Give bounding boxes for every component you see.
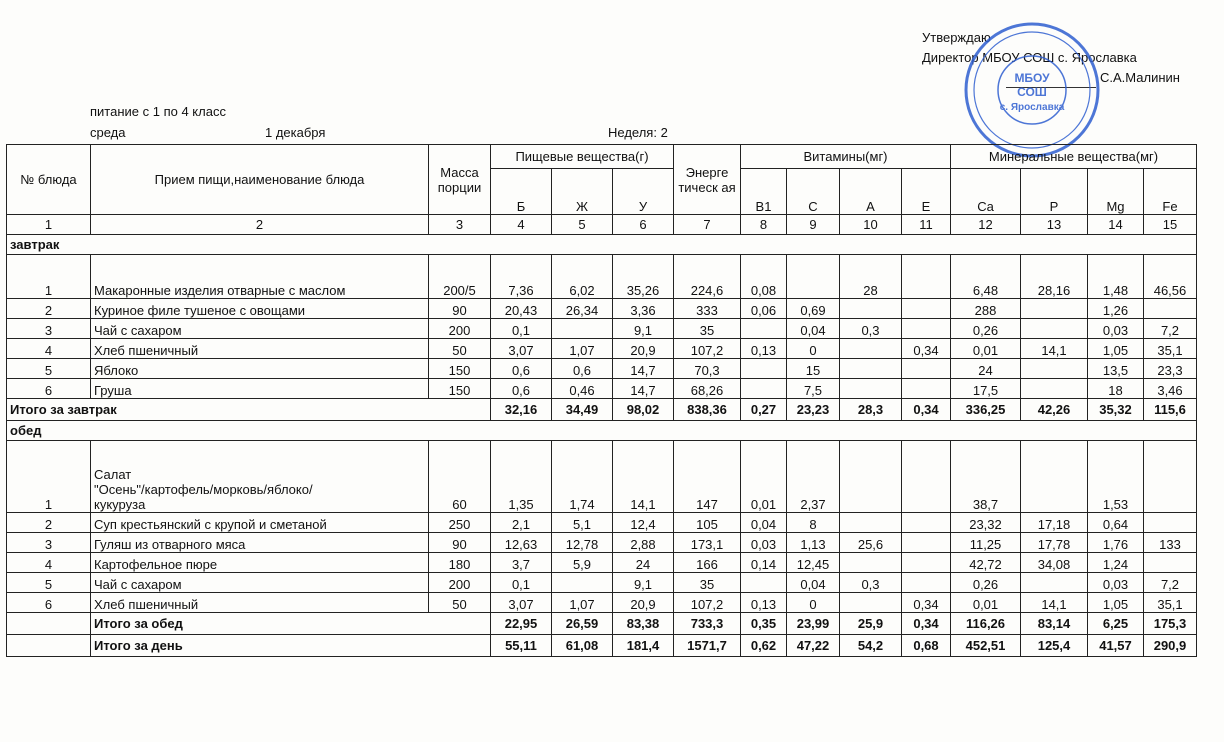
section-lunch [7, 421, 1197, 441]
value-cell [1021, 319, 1088, 339]
total-value: 83,38 [613, 613, 674, 635]
total-value: 6,25 [1088, 613, 1144, 635]
column-index-6: 7 [674, 215, 741, 235]
total-value: 125,4 [1021, 635, 1088, 657]
value-cell: 12,63 [491, 533, 552, 553]
value-cell: 0,13 [741, 593, 787, 613]
column-index-7: 8 [741, 215, 787, 235]
value-cell: 3,07 [491, 339, 552, 359]
header-sub-6: E [902, 169, 951, 215]
value-cell: 70,3 [674, 359, 741, 379]
value-cell: 14,1 [1021, 339, 1088, 359]
total-value: 34,49 [552, 399, 613, 421]
value-cell: 35,1 [1144, 593, 1197, 613]
value-cell: 24 [613, 553, 674, 573]
table-row [7, 441, 1197, 513]
value-cell [741, 379, 787, 399]
dish-name: Чай с сахаром [91, 573, 429, 593]
value-cell: 23,32 [951, 513, 1021, 533]
value-cell: 147 [674, 441, 741, 513]
value-cell [1021, 573, 1088, 593]
approval-signer: С.А.Малинин [1100, 70, 1180, 85]
value-cell: 0,26 [951, 319, 1021, 339]
value-cell: 15 [787, 359, 840, 379]
stamp-text-3: с. Ярославка [999, 102, 1065, 113]
value-cell: 180 [429, 553, 491, 573]
value-cell: 0,08 [741, 255, 787, 299]
value-cell: 18 [1088, 379, 1144, 399]
value-cell: 6,02 [552, 255, 613, 299]
day-total-row-blank [7, 635, 91, 657]
dish-number: 3 [7, 533, 91, 553]
value-cell: 0,04 [787, 319, 840, 339]
total-value: 35,32 [1088, 399, 1144, 421]
column-index-11: 12 [951, 215, 1021, 235]
value-cell: 1,07 [552, 339, 613, 359]
value-cell: 0,06 [741, 299, 787, 319]
value-cell [902, 359, 951, 379]
value-cell [1021, 359, 1088, 379]
value-cell: 68,26 [674, 379, 741, 399]
value-cell: 23,3 [1144, 359, 1197, 379]
value-cell [902, 513, 951, 533]
value-cell [902, 379, 951, 399]
value-cell: 34,08 [1021, 553, 1088, 573]
approval-position: Директор МБОУ СОШ с. Ярославка [922, 50, 1137, 65]
value-cell [840, 299, 902, 319]
menu-date: 1 декабря [265, 125, 326, 140]
header-energy: Энерге тическ ая [674, 145, 741, 215]
value-cell: 0,46 [552, 379, 613, 399]
value-cell: 250 [429, 513, 491, 533]
lunch-total-row [7, 613, 1197, 635]
value-cell: 0,3 [840, 319, 902, 339]
header-sub-0: Б [491, 169, 552, 215]
dish-name: Чай с сахаром [91, 319, 429, 339]
header-sub-9: Mg [1088, 169, 1144, 215]
table-row [7, 319, 1197, 339]
value-cell: 288 [951, 299, 1021, 319]
value-cell: 3,07 [491, 593, 552, 613]
value-cell: 35 [674, 573, 741, 593]
value-cell [552, 573, 613, 593]
header-nutrients: Пищевые вещества(г) [491, 145, 674, 169]
value-cell: 107,2 [674, 593, 741, 613]
value-cell [840, 513, 902, 533]
value-cell: 150 [429, 359, 491, 379]
value-cell: 0,14 [741, 553, 787, 573]
stamp-text-1: МБОУ [1014, 71, 1050, 85]
table-row [7, 339, 1197, 359]
total-value: 28,3 [840, 399, 902, 421]
value-cell: 0 [787, 339, 840, 359]
value-cell [1144, 553, 1197, 573]
value-cell: 3,7 [491, 553, 552, 573]
menu-title: питание с 1 по 4 класс [90, 104, 226, 119]
total-value: 0,62 [741, 635, 787, 657]
breakfast-total-row [7, 399, 1197, 421]
value-cell: 9,1 [613, 573, 674, 593]
value-cell: 20,43 [491, 299, 552, 319]
total-value: 0,68 [902, 635, 951, 657]
value-cell [840, 339, 902, 359]
value-cell: 46,56 [1144, 255, 1197, 299]
value-cell: 28 [840, 255, 902, 299]
value-cell: 26,34 [552, 299, 613, 319]
value-cell [840, 441, 902, 513]
total-value: 42,26 [1021, 399, 1088, 421]
column-index-5: 6 [613, 215, 674, 235]
total-value: 175,3 [1144, 613, 1197, 635]
value-cell: 9,1 [613, 319, 674, 339]
total-value: 23,99 [787, 613, 840, 635]
value-cell [787, 255, 840, 299]
value-cell: 1,26 [1088, 299, 1144, 319]
value-cell: 35,26 [613, 255, 674, 299]
value-cell: 107,2 [674, 339, 741, 359]
column-index-13: 14 [1088, 215, 1144, 235]
value-cell: 0,01 [741, 441, 787, 513]
value-cell: 12,78 [552, 533, 613, 553]
value-cell: 90 [429, 533, 491, 553]
value-cell: 1,07 [552, 593, 613, 613]
value-cell [902, 553, 951, 573]
total-value: 83,14 [1021, 613, 1088, 635]
dish-number: 2 [7, 299, 91, 319]
value-cell [1021, 299, 1088, 319]
value-cell: 0,03 [741, 533, 787, 553]
total-value: 452,51 [951, 635, 1021, 657]
dish-name: Хлеб пшеничный [91, 593, 429, 613]
value-cell: 0,04 [787, 573, 840, 593]
table-row [7, 379, 1197, 399]
total-value: 23,23 [787, 399, 840, 421]
value-cell: 17,18 [1021, 513, 1088, 533]
value-cell: 14,7 [613, 359, 674, 379]
value-cell: 1,74 [552, 441, 613, 513]
day-total-row-label: Итого за день [91, 635, 491, 657]
value-cell: 1,05 [1088, 339, 1144, 359]
value-cell: 14,1 [1021, 593, 1088, 613]
value-cell: 12,4 [613, 513, 674, 533]
header-sub-10: Fe [1144, 169, 1197, 215]
table-row [7, 553, 1197, 573]
column-index-9: 10 [840, 215, 902, 235]
dish-number: 6 [7, 379, 91, 399]
approval-label: Утверждаю [922, 30, 991, 45]
value-cell: 7,5 [787, 379, 840, 399]
value-cell: 12,45 [787, 553, 840, 573]
dish-number: 5 [7, 573, 91, 593]
value-cell: 5,1 [552, 513, 613, 533]
value-cell [1144, 299, 1197, 319]
dish-name: Груша [91, 379, 429, 399]
value-cell: 166 [674, 553, 741, 573]
value-cell [902, 441, 951, 513]
value-cell: 3,46 [1144, 379, 1197, 399]
lunch-total-row-label: Итого за обед [91, 613, 491, 635]
table-row [7, 299, 1197, 319]
value-cell: 200/5 [429, 255, 491, 299]
value-cell: 0,6 [491, 359, 552, 379]
value-cell: 0,03 [1088, 319, 1144, 339]
header-sub-7: Ca [951, 169, 1021, 215]
value-cell: 150 [429, 379, 491, 399]
value-cell: 0,01 [951, 339, 1021, 359]
stamp-text-2: СОШ [1017, 85, 1047, 99]
value-cell: 0,34 [902, 339, 951, 359]
value-cell: 14,7 [613, 379, 674, 399]
total-value: 22,95 [491, 613, 552, 635]
value-cell: 0,6 [491, 379, 552, 399]
value-cell [741, 359, 787, 379]
value-cell: 0,1 [491, 573, 552, 593]
value-cell: 11,25 [951, 533, 1021, 553]
dish-name: Яблоко [91, 359, 429, 379]
total-value: 0,35 [741, 613, 787, 635]
value-cell: 133 [1144, 533, 1197, 553]
school-stamp [962, 20, 1102, 160]
menu-day: среда [90, 125, 126, 140]
dish-name: Куриное филе тушеное с овощами [91, 299, 429, 319]
value-cell [741, 319, 787, 339]
total-value: 47,22 [787, 635, 840, 657]
table-row [7, 533, 1197, 553]
value-cell: 1,05 [1088, 593, 1144, 613]
value-cell: 173,1 [674, 533, 741, 553]
value-cell: 7,36 [491, 255, 552, 299]
column-index-4: 5 [552, 215, 613, 235]
section-lunch-label: обед [7, 421, 1197, 441]
dish-number: 5 [7, 359, 91, 379]
value-cell [902, 319, 951, 339]
dish-number: 1 [7, 255, 91, 299]
value-cell: 8 [787, 513, 840, 533]
value-cell: 1,35 [491, 441, 552, 513]
header-mass: Масса порции [429, 145, 491, 215]
lunch-total-row-blank [7, 613, 91, 635]
value-cell: 35 [674, 319, 741, 339]
total-value: 55,11 [491, 635, 552, 657]
value-cell [902, 533, 951, 553]
value-cell: 25,6 [840, 533, 902, 553]
total-value: 0,34 [902, 613, 951, 635]
header-name: Прием пищи,наименование блюда [91, 145, 429, 215]
value-cell [840, 379, 902, 399]
value-cell [552, 319, 613, 339]
table-row [7, 359, 1197, 379]
value-cell: 2,88 [613, 533, 674, 553]
value-cell: 17,5 [951, 379, 1021, 399]
value-cell [1021, 441, 1088, 513]
table-row [7, 255, 1197, 299]
header-vitamins: Витамины(мг) [741, 145, 951, 169]
value-cell: 6,48 [951, 255, 1021, 299]
header-minerals: Минеральные вещества(мг) [951, 145, 1197, 169]
value-cell: 13,5 [1088, 359, 1144, 379]
value-cell: 0,13 [741, 339, 787, 359]
dish-name-line: кукуруза [94, 497, 146, 512]
value-cell: 90 [429, 299, 491, 319]
menu-table [6, 144, 1197, 657]
total-value: 32,16 [491, 399, 552, 421]
total-value: 838,36 [674, 399, 741, 421]
header-sub-3: B1 [741, 169, 787, 215]
value-cell: 3,36 [613, 299, 674, 319]
column-index-10: 11 [902, 215, 951, 235]
value-cell: 333 [674, 299, 741, 319]
total-value: 116,26 [951, 613, 1021, 635]
value-cell: 0 [787, 593, 840, 613]
total-value: 115,6 [1144, 399, 1197, 421]
total-value: 25,9 [840, 613, 902, 635]
total-value: 41,57 [1088, 635, 1144, 657]
dish-name: Макаронные изделия отварные с маслом [91, 255, 429, 299]
value-cell: 17,78 [1021, 533, 1088, 553]
total-value: 98,02 [613, 399, 674, 421]
value-cell [840, 593, 902, 613]
total-value: 181,4 [613, 635, 674, 657]
value-cell: 20,9 [613, 339, 674, 359]
menu-week: Неделя: 2 [608, 125, 668, 140]
value-cell: 0,64 [1088, 513, 1144, 533]
dish-number: 6 [7, 593, 91, 613]
value-cell: 60 [429, 441, 491, 513]
value-cell: 0,69 [787, 299, 840, 319]
value-cell: 0,34 [902, 593, 951, 613]
value-cell: 7,2 [1144, 319, 1197, 339]
dish-number: 4 [7, 339, 91, 359]
dish-name: Картофельное пюре [91, 553, 429, 573]
value-cell: 0,03 [1088, 573, 1144, 593]
value-cell: 42,72 [951, 553, 1021, 573]
header-sub-1: Ж [552, 169, 613, 215]
value-cell: 0,3 [840, 573, 902, 593]
menu-body [7, 235, 1197, 657]
value-cell [1021, 379, 1088, 399]
value-cell [840, 359, 902, 379]
column-index-3: 4 [491, 215, 552, 235]
value-cell: 14,1 [613, 441, 674, 513]
dish-number: 3 [7, 319, 91, 339]
value-cell: 24 [951, 359, 1021, 379]
header-sub-2: У [613, 169, 674, 215]
total-value: 1571,7 [674, 635, 741, 657]
value-cell: 0,04 [741, 513, 787, 533]
total-value: 54,2 [840, 635, 902, 657]
value-cell: 7,2 [1144, 573, 1197, 593]
value-cell: 35,1 [1144, 339, 1197, 359]
dish-name-line: Салат [94, 467, 132, 482]
column-index-1: 2 [91, 215, 429, 235]
value-cell [1144, 441, 1197, 513]
dish-number: 4 [7, 553, 91, 573]
value-cell [902, 573, 951, 593]
total-value: 26,59 [552, 613, 613, 635]
value-cell [902, 255, 951, 299]
breakfast-total-row-label: Итого за завтрак [7, 399, 491, 421]
table-row [7, 513, 1197, 533]
value-cell: 20,9 [613, 593, 674, 613]
value-cell: 105 [674, 513, 741, 533]
header-sub-5: A [840, 169, 902, 215]
value-cell [902, 299, 951, 319]
dish-number: 2 [7, 513, 91, 533]
value-cell: 0,01 [951, 593, 1021, 613]
column-index-0: 1 [7, 215, 91, 235]
value-cell: 50 [429, 593, 491, 613]
value-cell: 0,6 [552, 359, 613, 379]
total-value: 0,34 [902, 399, 951, 421]
column-index-2: 3 [429, 215, 491, 235]
day-total-row [7, 635, 1197, 657]
value-cell [840, 553, 902, 573]
value-cell: 1,53 [1088, 441, 1144, 513]
value-cell [1144, 513, 1197, 533]
value-cell: 28,16 [1021, 255, 1088, 299]
total-value: 61,08 [552, 635, 613, 657]
header-sub-8: P [1021, 169, 1088, 215]
header-num: № блюда [7, 145, 91, 215]
value-cell: 1,48 [1088, 255, 1144, 299]
value-cell: 0,26 [951, 573, 1021, 593]
section-breakfast-label: завтрак [7, 235, 1197, 255]
dish-name: Суп крестьянский с крупой и сметаной [91, 513, 429, 533]
value-cell: 2,1 [491, 513, 552, 533]
value-cell: 224,6 [674, 255, 741, 299]
value-cell: 38,7 [951, 441, 1021, 513]
value-cell: 1,13 [787, 533, 840, 553]
value-cell: 1,24 [1088, 553, 1144, 573]
column-index-14: 15 [1144, 215, 1197, 235]
total-value: 290,9 [1144, 635, 1197, 657]
total-value: 733,3 [674, 613, 741, 635]
value-cell: 5,9 [552, 553, 613, 573]
column-index-12: 13 [1021, 215, 1088, 235]
header-sub-4: C [787, 169, 840, 215]
index-row [7, 215, 1197, 235]
total-value: 336,25 [951, 399, 1021, 421]
value-cell: 50 [429, 339, 491, 359]
value-cell: 1,76 [1088, 533, 1144, 553]
dish-name: Гуляш из отварного мяса [91, 533, 429, 553]
value-cell: 200 [429, 573, 491, 593]
total-value: 0,27 [741, 399, 787, 421]
table-row [7, 573, 1197, 593]
table-row [7, 593, 1197, 613]
value-cell [741, 573, 787, 593]
value-cell: 200 [429, 319, 491, 339]
dish-number: 1 [7, 441, 91, 513]
column-index-8: 9 [787, 215, 840, 235]
dish-name: Хлеб пшеничный [91, 339, 429, 359]
dish-name-line: "Осень"/картофель/морковь/яблоко/ [94, 482, 313, 497]
section-breakfast [7, 235, 1197, 255]
value-cell: 2,37 [787, 441, 840, 513]
dish-name [91, 441, 429, 513]
value-cell: 0,1 [491, 319, 552, 339]
